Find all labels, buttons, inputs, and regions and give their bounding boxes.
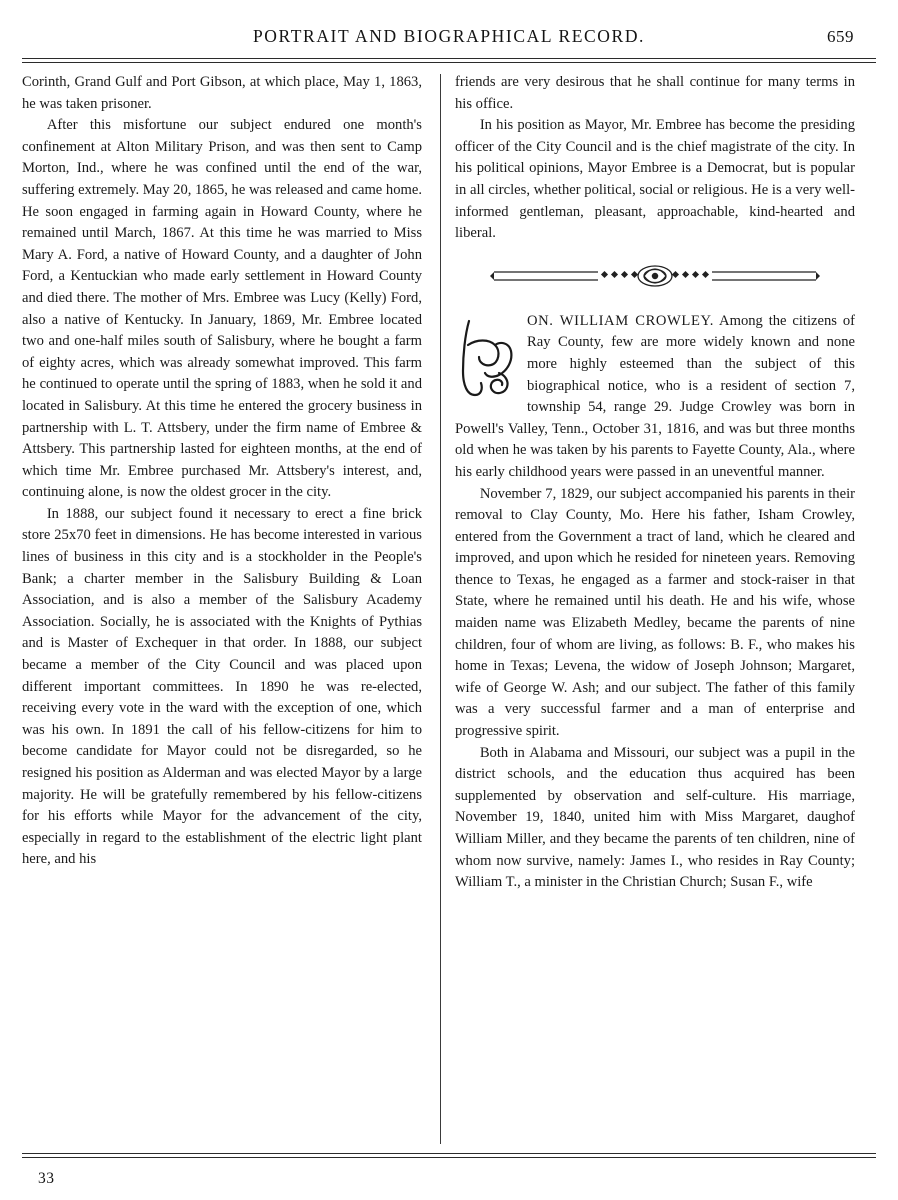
header-rule [22, 58, 876, 63]
article-headline: ON. WILLIAM CROWLEY. [527, 312, 714, 329]
article-opening [455, 311, 855, 484]
paragraph: In 1888, our subject found it necessary to erect a fine brick store 25x70 feet in dimensions. He has become interested in various lines of business in this city and is a stockholder in the People's Bank; a charter member in the Salisbury Building & Loan Association, and is also a member of the Salisbury Academy Association. Socially, he is associated with the Knights of Pythias and is Master of Exchequer in that order. In 1888, our subject became a member of the City Council and was placed upon different important committees. In 1890 he was re-elected, receiving every vote in the ward with the exception of one, which was his own. In 1891 the call of his fellow-citizens for him to become candidate for Mayor could not be disregarded, so he resigned his position as Alderman and was elected Mayor by a large majority. He will be gratefully remembered by his fellow-citizens for his efforts while Mayor for the advancement of the city, especially in regard to the establishment of the electric light plant here, and his [22, 505, 422, 868]
column-divider-rule [440, 74, 441, 1144]
paragraph: In his position as Mayor, Mr. Embree has become the presiding officer of the City Council and is the chief magistrate of the city. In his political opinions, Mayor Embree is a Democrat, but is popular in all circles, whether political, social or religious. He is a very well-informed gentleman, pleasant, approachable, kind-hearted and liberal. [455, 117, 855, 242]
paragraph: November 7, 1829, our subject accompanied his parents in their removal to Clay County, Mo. Here his father, Isham Crowley, entered from the Government a tract of land, which he cleared and improved, and upon which he resided for nineteen years. Removing thence to Texas, he engaged as a farmer and stock-raiser in that State, where he remained until his death. He and his wife, whose maiden name was Elizabeth Medley, became the parents of nine children, four of whom are living, as follows: B. F., who makes his home in Texas; Levena, the widow of Joseph Johnson; Margaret, wife of George W. Ash; and our subject. The father of this family was a very successful farmer and a man of enterprise and progressive spirit. [455, 485, 855, 740]
running-head [20, 26, 878, 52]
decorative-section-divider [455, 259, 855, 301]
paragraph: Corinth, Grand Gulf and Port Gibson, at which place, May 1, 1863, he was taken prisoner. [22, 74, 422, 112]
footer-rule [22, 1153, 876, 1158]
left-text-column [22, 72, 422, 1150]
signature-mark: 33 [38, 1170, 55, 1187]
page-title: PORTRAIT AND BIOGRAPHICAL RECORD. [252, 26, 646, 46]
page-folio-number: 659 [827, 27, 854, 46]
paragraph: friends are very desirous that he shall continue for many terms in his office. [455, 74, 855, 112]
paragraph: Both in Alabama and Missouri, our subject was a pupil in the district schools, and the education thus acquired has been supplemented by observation and self-culture. His marriage, November 19, 1840, united him with Miss Margaret, daughof William Miller, and they became the parents of ten children, nine of whom now survive, namely: James I., who resides in Ray County; William T., a minister in the Christian Church; Susan F., wife [455, 744, 855, 891]
drop-cap-initial-h [455, 315, 521, 401]
article-lead-text: Among the citizens of Ray County, few are more widely known and none more highly esteemed than the subject of this biographical notice, who is a resident of section 7, township 54, range 29. Judge Crowley was born in Powell's Valley, Tenn., October 31, 1816, and was but three months old when he was taken by his parents to Fayette County, Ala., where his early childhood years were passed in an uneventful manner. [455, 312, 856, 480]
right-text-column [455, 72, 855, 1150]
paragraph: After this misfortune our subject endured one month's confinement at Alton Military Prison, and was then sent to Camp Morton, Ind., where he was confined until the end of the war, suffering extremely. May 20, 1865, he was released and came home. He soon engaged in farming again in Howard County, where he remained until March, 1867. At this time he was married to Miss Mary A. Ford, a native of Howard County, and a daughter of John Ford, a Kentuckian who made early settlement in Howard County and died there. The mother of Mrs. Embree was Lucy (Kelly) Ford, also a native of Kentucky. In January, 1869, Mr. Embree located two and one-half miles south of Salisbury, where he bought a farm of eighty acres, which was already somewhat improved. This farm he continued to operate until the spring of 1883, when he sold it and located in Salisbury. At this time he entered the grocery business in partnership with L. T. Attsbery, under the firm name of Embree & Attsbery. This partnership lasted for eighteen months, at the end of which time Mr. Embree purchased Mr. Attsbery's interest, and, continuing alone, is now the oldest grocer in the city. [22, 117, 422, 501]
